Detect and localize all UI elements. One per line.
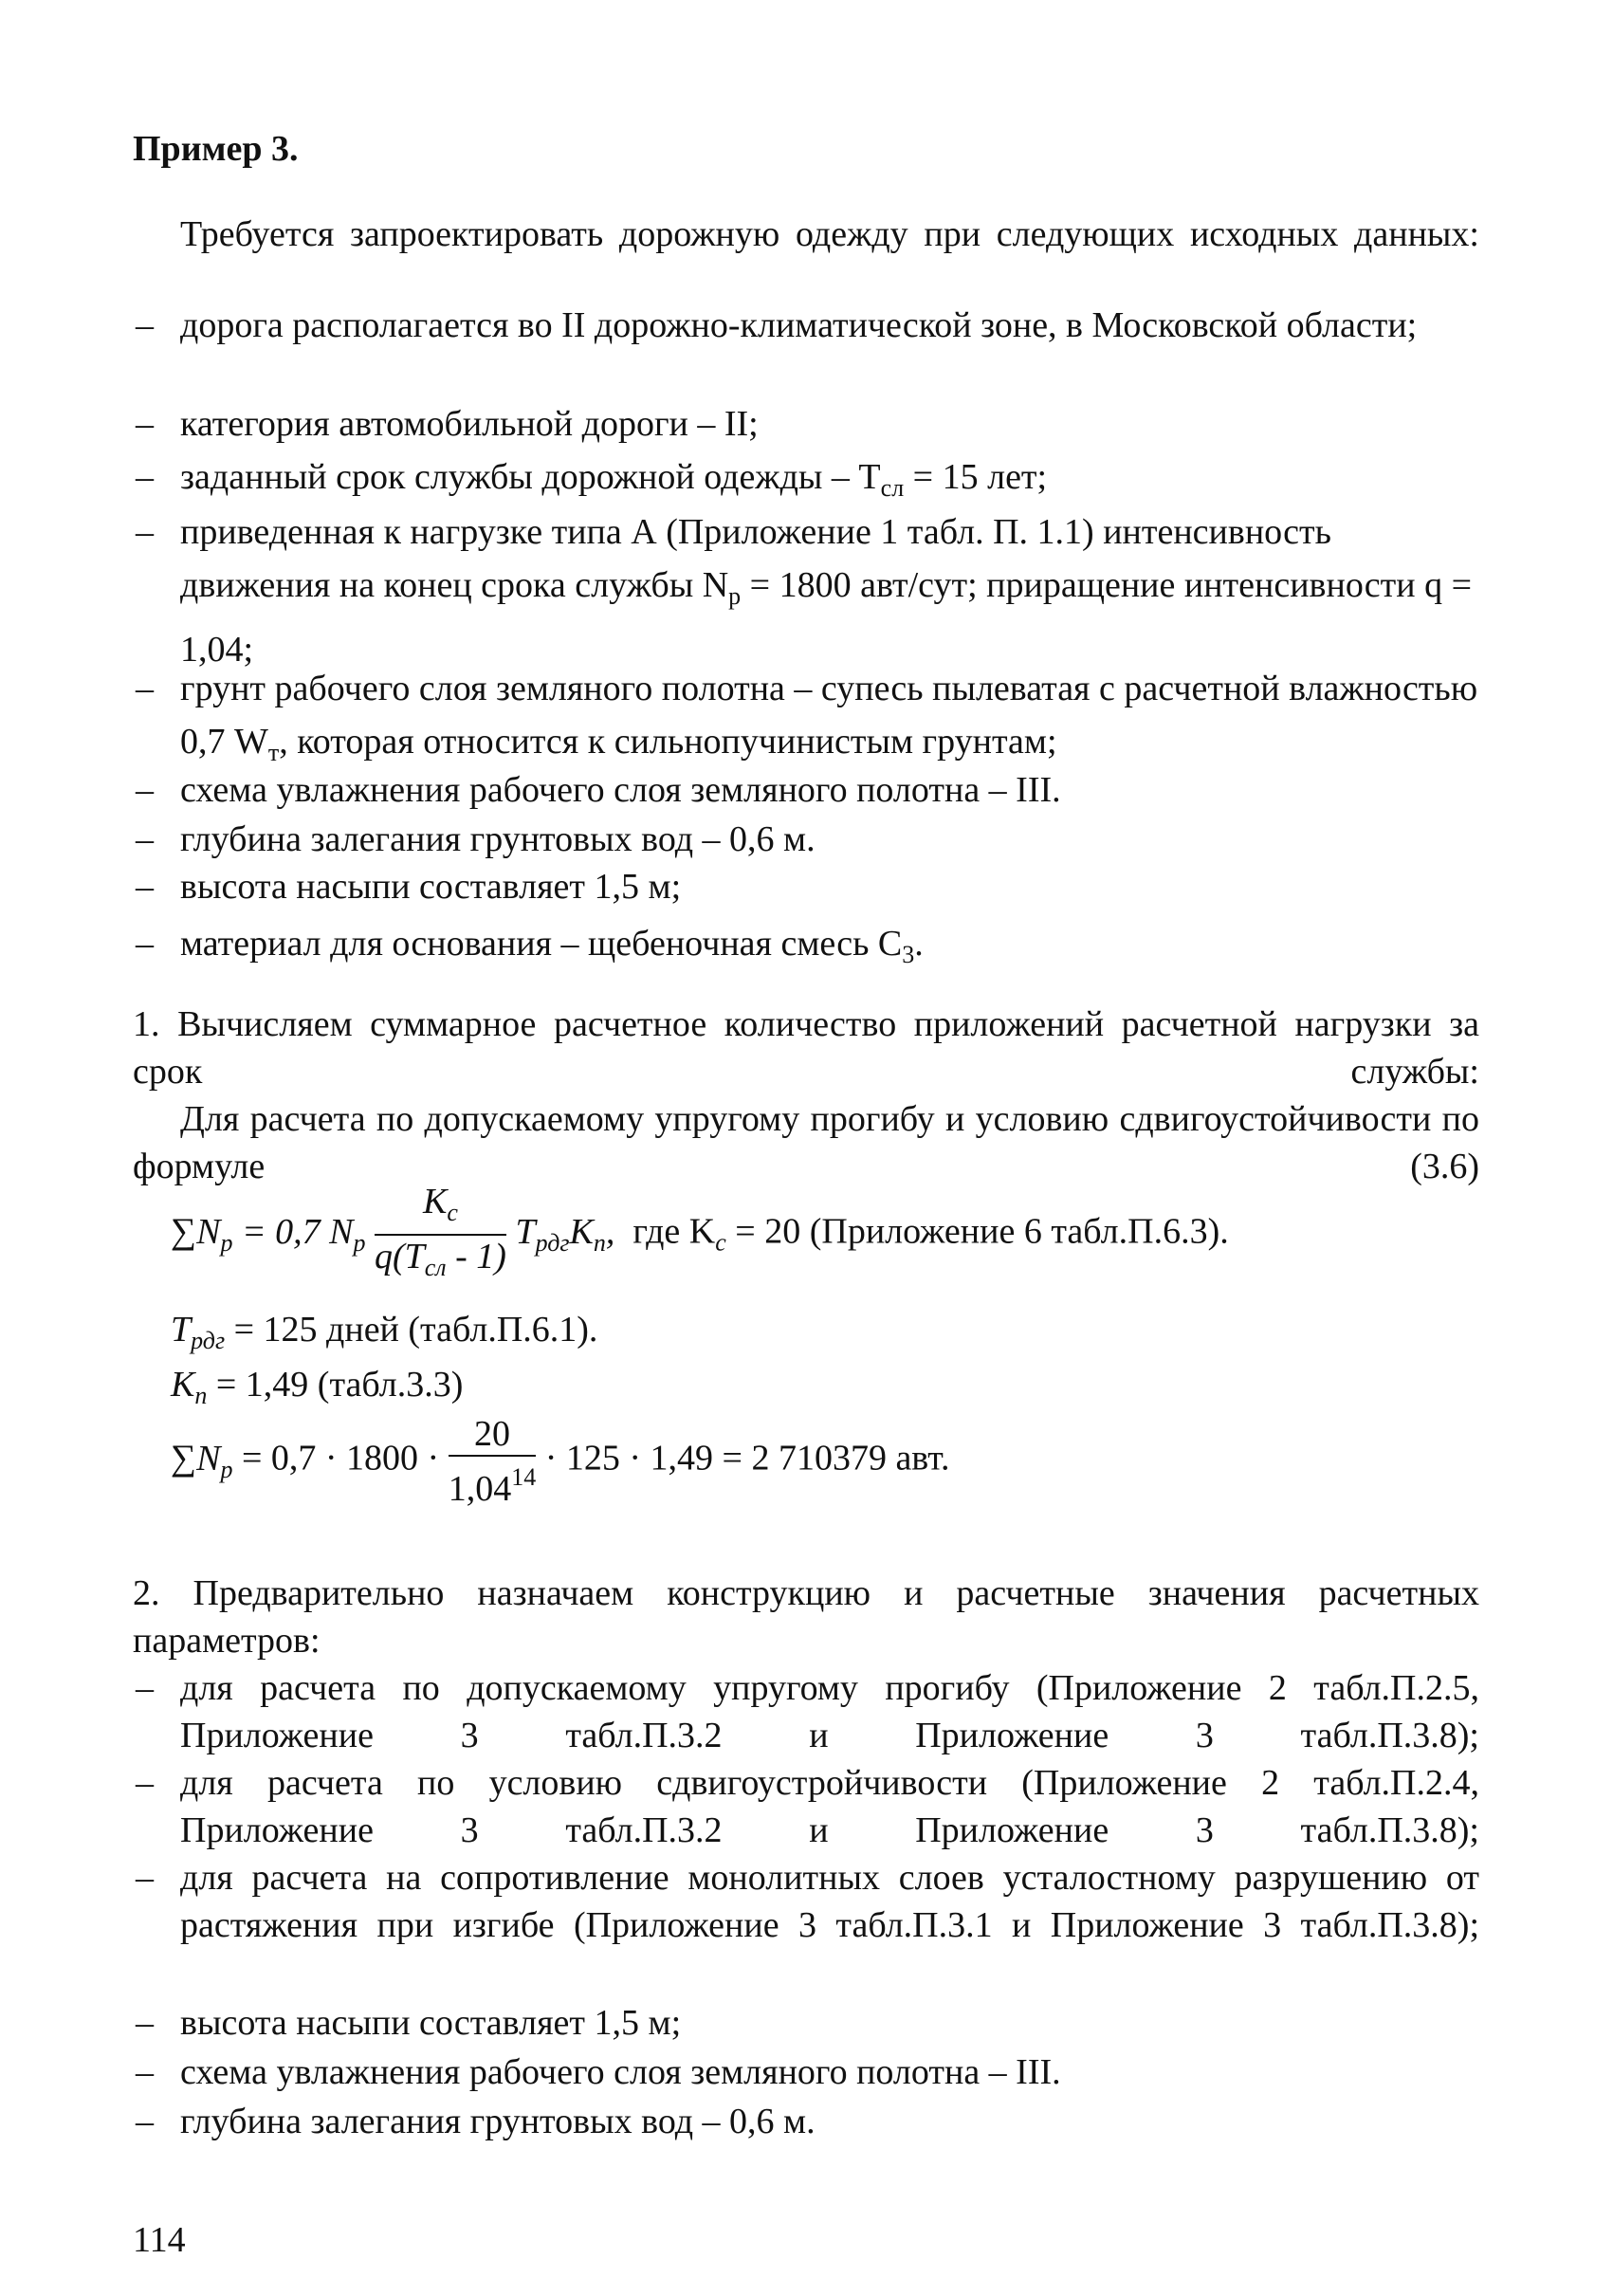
condition-item: – материал для основания – щебеночная смесь $С_3$. (136, 924, 924, 968)
parameter-item: – для расчета на сопротивление монолитных слоев усталостному разрушению от растяжения при изгибе (Приложение 3 табл.П.3.1 и Приложение 3 табл.П.3.8); (136, 1858, 1479, 1945)
condition-item: – приведенная к нагрузке типа А (Приложение 1 табл. П. 1.1) интенсивность движения на конец срока службы $N_р = 1800$ авт/сут; приращение интенсивности q = 1,04; (136, 512, 1473, 670)
step1-formula-intro: Для расчета по допускаемому упругому прогибу и условию сдвигоустойчивости по формуле (3.6) (133, 1099, 1479, 1186)
step1-paragraph: 1. Вычисляем суммарное расчетное количество приложений расчетной нагрузки за срок службы: (133, 1004, 1479, 1092)
condition-item: – глубина залегания грунтовых вод – 0,6 м. (136, 819, 816, 859)
condition-item: – схема увлажнения рабочего слоя земляного полотна – III. (136, 770, 1061, 810)
trdg-line: $T_{рдг} = 125$ дней (табл.П.6.1). (171, 1310, 598, 1354)
condition-item: – грунт рабочего слоя земляного полотна – супесь пылеватая с расчетной влажностью 0,7 $W_т$, которая относится к сильнопучинистым грунтам; (136, 669, 1478, 766)
step2-paragraph: 2. Предварительно назначаем конструкцию и расчетные значения расчетных параметров: (133, 1573, 1479, 1661)
parameter-item: – для расчета по условию сдвигоустройчивости (Приложение 2 табл.П.2.4, Приложение 3 табл.П.3.2 и Приложение 3 табл.П.3.8); (136, 1763, 1479, 1850)
page-number: 114 (133, 2220, 186, 2260)
condition-item: – дорога располагается во II дорожно-климатической зоне, в Московской области; (180, 302, 1479, 349)
intro-paragraph: Требуется запроектировать дорожную одежду при следующих исходных данных: (180, 214, 1479, 254)
parameter-item: – глубина залегания грунтовых вод – 0,6 м. (136, 2102, 816, 2141)
condition-item: – категория автомобильной дороги – II; (136, 404, 759, 444)
parameter-item: – схема увлажнения рабочего слоя земляного полотна – III. (136, 2052, 1061, 2092)
formula-calculation: $\sum N_p = 0,7 \cdot 1800$ · $\frac{20}{1,04^{14}}$ · 125 · 1,49 = 2 710379 авт. (171, 1414, 950, 1509)
list-dash: – (136, 305, 154, 345)
condition-item: – заданный срок службы дорожной одежды – $Т_{сл} = 15$ лет; (136, 457, 1048, 502)
parameter-item: – для расчета по допускаемому упругому прогибу (Приложение 2 табл.П.2.5, Приложение 3 табл.П.3.2 и Приложение 3 табл.П.3.8); (136, 1668, 1479, 1755)
formula-sum-np: $\sum N_p = 0,7$ $N_p$ $\frac{K_c}{q(T_{сл} - 1)}$ $T_{рдг}K_n$, где $K_c = 20$ (Приложение 6 табл.П.6.3). (171, 1182, 1229, 1281)
example-title: Пример 3. (133, 129, 299, 169)
condition-item: – высота насыпи составляет 1,5 м; (136, 867, 682, 907)
kn-line: $K_n = 1,49$ (табл.3.3) (171, 1365, 464, 1409)
parameter-item: – высота насыпи составляет 1,5 м; (136, 2003, 682, 2043)
